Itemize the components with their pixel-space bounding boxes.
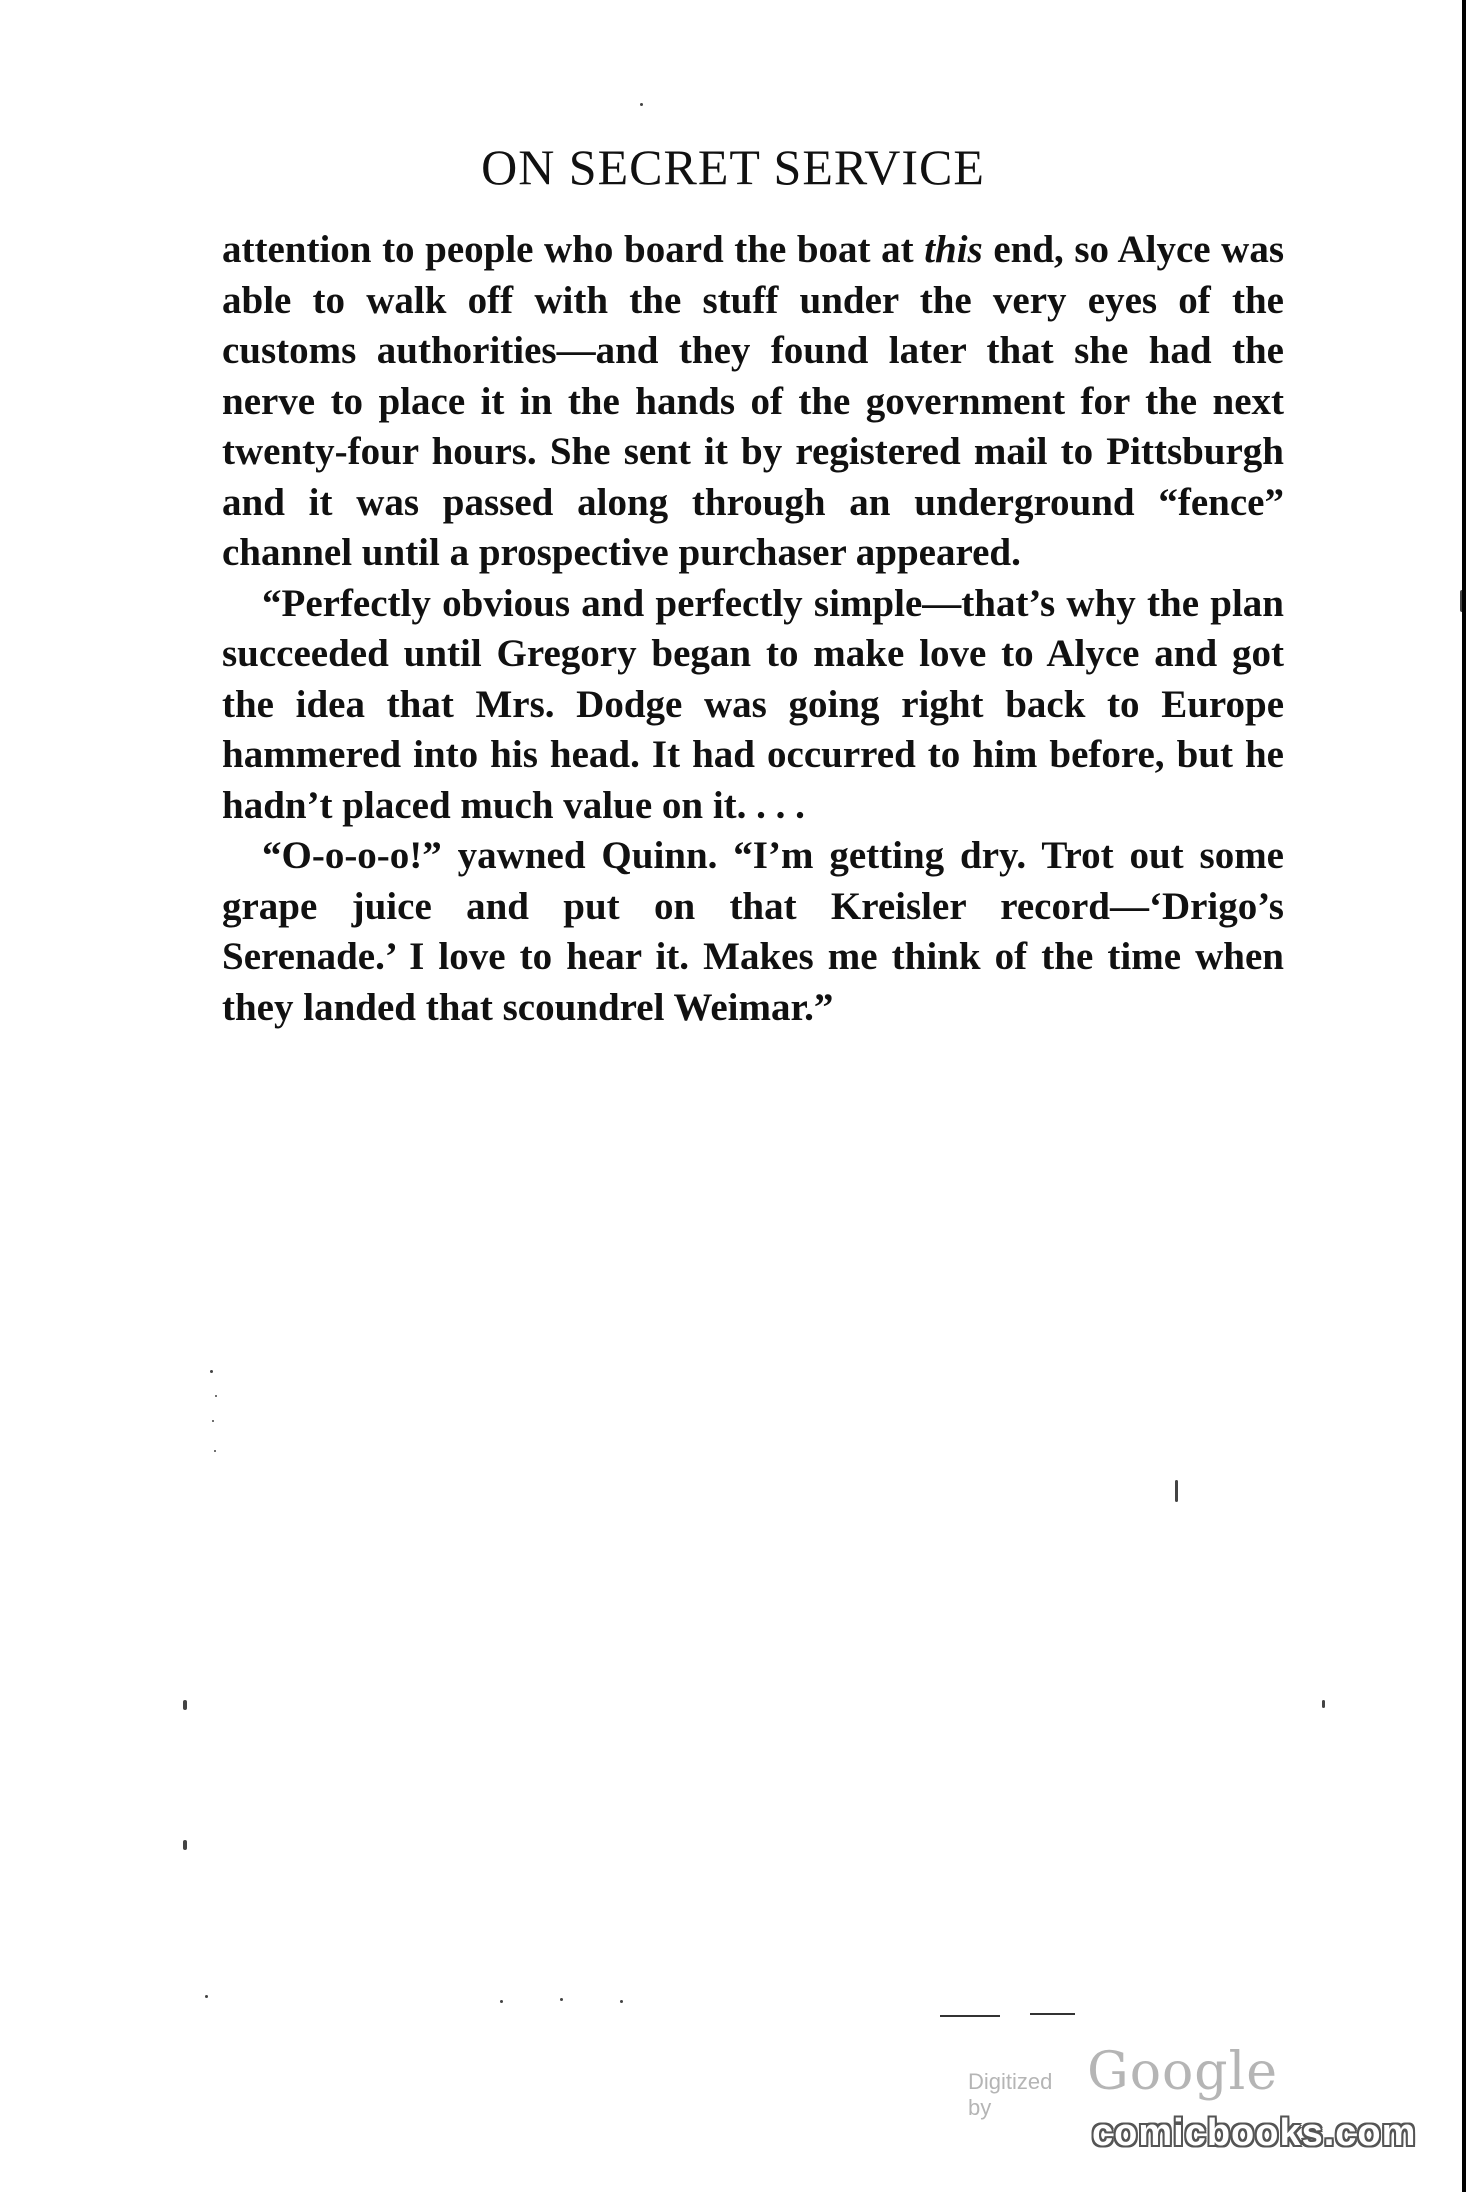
google-watermark xyxy=(968,2042,1278,2120)
page-edge xyxy=(1462,0,1466,2192)
scan-rule xyxy=(1030,2013,1075,2015)
body-text xyxy=(222,225,1284,1033)
scan-speck xyxy=(560,1998,563,2001)
scan-speck xyxy=(620,2000,623,2003)
paragraph-1: attention to people who board the boat at this end, so Alyce was able to walk off with the stuff under the very eyes of the customs authorities—and they found later that she had the nerve to place it in the hands of the government for the next twenty-four hours. She sent it by registered mail to Pittsburgh and it was passed along through an underground “fence” channel until a prospective purchaser appeared. xyxy=(222,228,1284,574)
scan-speck xyxy=(183,1840,187,1850)
digitized-by-label: Digitized by xyxy=(968,2069,1053,2120)
scan-speck xyxy=(205,1995,208,1998)
paragraph-2: “Perfectly obvious and perfectly simple—that’s why the plan succeeded until Gregory began to make love to Alyce and got the idea that Mrs. Dodge was going right back to Europe hammered into his head. It had occurred to him before, but he hadn’t placed much value on it. . . . xyxy=(222,581,1284,827)
scan-speck xyxy=(215,1395,217,1397)
scan-speck xyxy=(500,2000,503,2003)
scan-rule xyxy=(940,2015,1000,2017)
scan-speck xyxy=(1175,1480,1178,1502)
paragraph-3: “O-o-o-o!” yawned Quinn. “I’m getting dry. Trot out some grape juice and put on that Kreisler record—‘Drigo’s Serenade.’ I love to hear it. Makes me think of the time when they landed that scoundrel Weimar.” xyxy=(222,834,1284,1029)
scan-speck xyxy=(640,103,643,106)
scan-speck xyxy=(210,1370,213,1373)
scan-speck xyxy=(212,1420,214,1422)
scan-speck xyxy=(214,1450,216,1452)
running-head: ON SECRET SERVICE xyxy=(481,139,985,195)
site-watermark: comicbooks.com xyxy=(1092,2112,1417,2154)
scan-speck xyxy=(183,1700,187,1710)
google-logo: Google xyxy=(1087,2042,1278,2102)
scan-speck xyxy=(1322,1700,1325,1708)
